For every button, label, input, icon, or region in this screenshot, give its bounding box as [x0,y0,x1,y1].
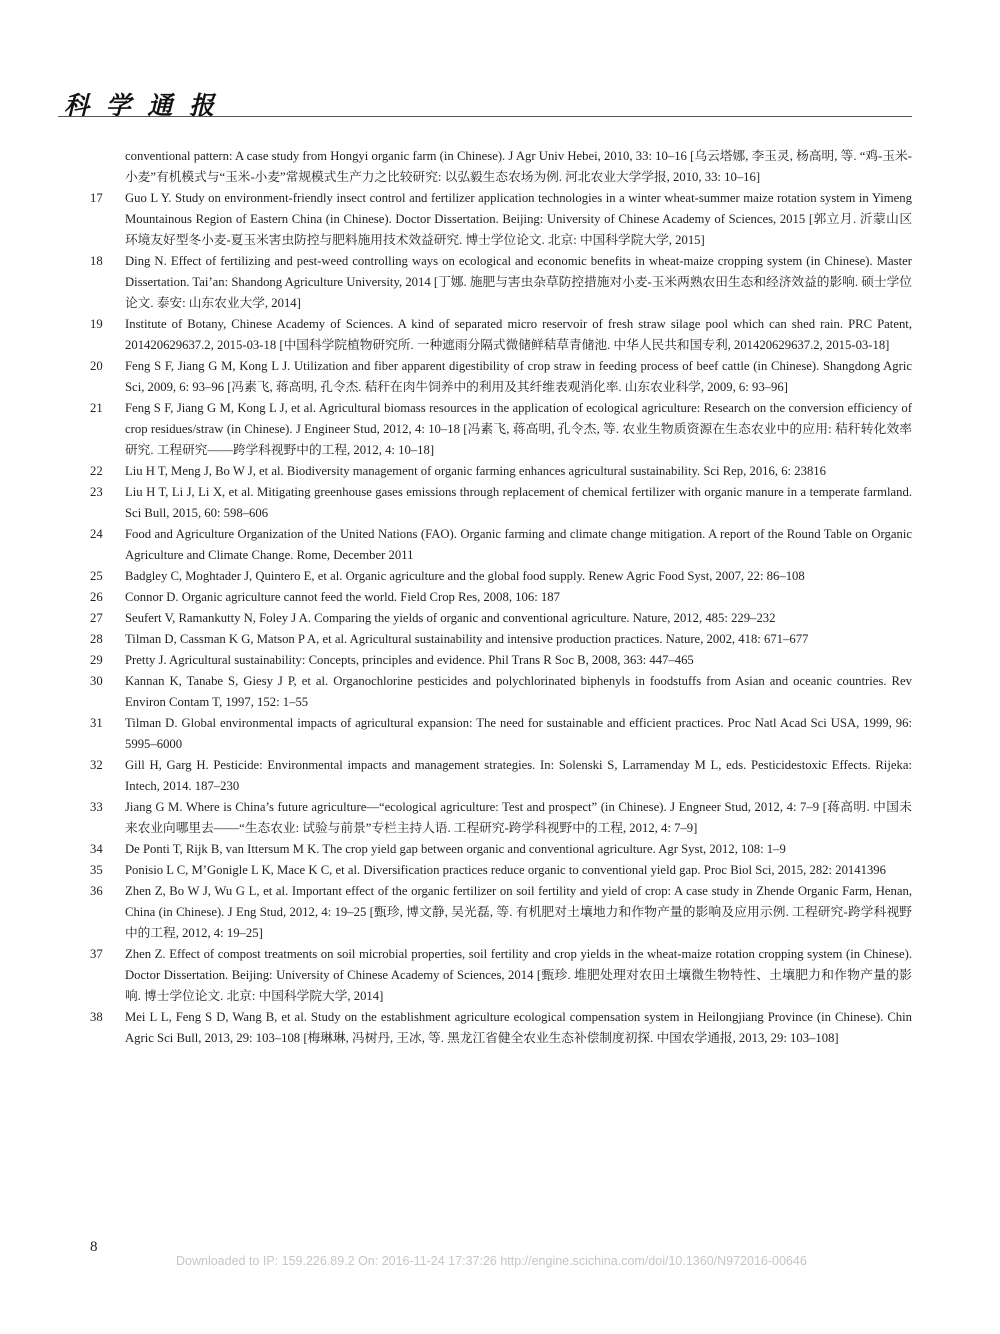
reference-text: Feng S F, Jiang G M, Kong L J. Utilization and fiber apparent digestibility of crop straw in feeding process of beef cattle (in Chinese). Shangdong Agric Sci, 2009, 6: 93–96 [冯素飞, 蒋高明, 孔令杰. 秸秆在肉牛饲养中的利用及其纤维表观消化率. 山东农业科学, 2009, 6: 93–96] [125,359,912,394]
reference-text: Tilman D, Cassman K G, Matson P A, et al. Agricultural sustainability and intensive production practices. Nature, 2002, 418: 671–677 [125,632,809,646]
reference-text: Tilman D. Global environmental impacts of agricultural expansion: The need for sustainable and efficient practices. Proc Natl Acad Sci USA, 1999, 96: 5995–6000 [125,716,912,751]
reference-item [84,839,912,860]
reference-text: Guo L Y. Study on environment-friendly insect control and fertilizer application technologies in a winter wheat-summer maize rotation system in Yimeng Mountainous Region of Eastern China (in Chinese). Doctor Dissertation. Beijing: University of Chinese Academy of Sciences, 2015 [郭立月. 沂蒙山区环境友好型冬小麦-夏玉米害虫防控与肥料施用技术效益研究. 博士学位论文. 北京: 中国科学院大学, 2015] [125,191,912,247]
reference-text: Kannan K, Tanabe S, Giesy J P, et al. Organochlorine pesticides and polychlorinated biphenyls in foodstuffs from Asian and oceanic countries. Rev Environ Contam T, 1997, 152: 1–55 [125,674,912,709]
reference-text: Badgley C, Moghtader J, Quintero E, et al. Organic agriculture and the global food supply. Renew Agric Food Syst, 2007, 22: 86–108 [125,569,805,583]
reference-number: 17 [90,191,103,205]
reference-item [84,566,912,587]
reference-number: 30 [90,674,103,688]
reference-text: conventional pattern: A case study from Hongyi organic farm (in Chinese). J Agr Univ Hebei, 2010, 33: 10–16 [乌云塔娜, 李玉灵, 杨高明, 等. “鸡-玉米-小麦”有机模式与“玉米-小麦”常规模式生产力之比较研究: 以弘毅生态农场为例. 河北农业大学学报, 2010, 33: 10–16] [125,149,912,184]
reference-text: Seufert V, Ramankutty N, Foley J A. Comparing the yields of organic and conventional agriculture. Nature, 2012, 485: 229–232 [125,611,776,625]
reference-text: De Ponti T, Rijk B, van Ittersum M K. The crop yield gap between organic and conventional agriculture. Agr Syst, 2012, 108: 1–9 [125,842,786,856]
reference-text: Liu H T, Li J, Li X, et al. Mitigating greenhouse gases emissions through replacement of chemical fertilizer with organic manure in a temperate farmland. Sci Bull, 2015, 60: 598–606 [125,485,912,520]
reference-text: Institute of Botany, Chinese Academy of Sciences. A kind of separated micro reservoir of fresh straw silage pool which can shed rain. PRC Patent, 201420629637.2, 2015-03-18 [中国科学院植物研究所. 一种遮雨分隔式微储鲜秸草青储池. 中华人民共和国专利, 201420629637.2, 2015-03-18] [125,317,912,352]
reference-item [84,944,912,1007]
reference-text: Mei L L, Feng S D, Wang B, et al. Study on the establishment agriculture ecological compensation system in Heilongjiang Province (in Chinese). Chin Agric Sci Bull, 2013, 29: 103–108 [梅琳琳, 冯树丹, 王冰, 等. 黑龙江省健全农业生态补偿制度初探. 中国农学通报, 2013, 29: 103–108] [125,1010,912,1045]
reference-item [84,881,912,944]
page-number: 8 [90,1239,98,1255]
reference-number: 25 [90,569,103,583]
reference-number: 31 [90,716,103,730]
reference-number: 29 [90,653,103,667]
reference-item [84,482,912,524]
header-rule [58,116,912,117]
reference-item [84,608,912,629]
reference-text: Ding N. Effect of fertilizing and pest-weed controlling ways on ecological and economic benefits in wheat-maize cropping system (in Chinese). Master Dissertation. Tai’an: Shandong Agriculture University, 2014 [丁娜. 施肥与害虫杂草防控措施对小麦-玉米两熟农田生态和经济效益的影响. 硕士学位论文. 泰安: 山东农业大学, 2014] [125,254,912,310]
reference-item [84,356,912,398]
reference-text: Connor D. Organic agriculture cannot feed the world. Field Crop Res, 2008, 106: 187 [125,590,560,604]
reference-item [84,314,912,356]
reference-text: Zhen Z, Bo W J, Wu G L, et al. Important effect of the organic fertilizer on soil fertility and yield of crop: A case study in Zhende Organic Farm, Henan, China (in Chinese). J Eng Stud, 2012, 4: 19–25 [甄珍, 博文静, 吴光磊, 等. 有机肥对土壤地力和作物产量的影响及应用示例. 工程研究-跨学科视野中的工程, 2012, 4: 19–25] [125,884,912,940]
reference-number: 34 [90,842,103,856]
reference-number: 33 [90,800,103,814]
reference-text: Zhen Z. Effect of compost treatments on soil microbial properties, soil fertility and crop yields in the wheat-maize rotation cropping system (in Chinese). Doctor Dissertation. Beijing: University of Chinese Academy of Sciences, 2014 [甄珍. 堆肥处理对农田土壤微生物特性、土壤肥力和作物产量的影响. 博士学位论文. 北京: 中国科学院大学, 2014] [125,947,912,1003]
reference-number: 20 [90,359,103,373]
reference-item [84,671,912,713]
reference-item [84,146,912,188]
reference-item [84,524,912,566]
reference-text: Pretty J. Agricultural sustainability: Concepts, principles and evidence. Phil Trans R Soc B, 2008, 363: 447–465 [125,653,694,667]
download-watermark: Downloaded to IP: 159.226.89.2 On: 2016-11-24 17:37:26 http://engine.scichina.com/doi/10.1360/N972016-00646 [176,1254,807,1268]
reference-text: Liu H T, Meng J, Bo W J, et al. Biodiversity management of organic farming enhances agricultural sustainability. Sci Rep, 2016, 6: 23816 [125,464,826,478]
reference-number: 22 [90,464,103,478]
reference-list [84,146,912,1049]
reference-number: 21 [90,401,103,415]
reference-item [84,251,912,314]
reference-item [84,755,912,797]
reference-item [84,713,912,755]
reference-number: 28 [90,632,103,646]
reference-number: 18 [90,254,103,268]
reference-number: 37 [90,947,103,961]
reference-text: Jiang G M. Where is China’s future agriculture—“ecological agriculture: Test and prospect” (in Chinese). J Engneer Stud, 2012, 4: 7–9 [蒋高明. 中国未来农业向哪里去——“生态农业: 试验与前景”专栏主持人语. 工程研究-跨学科视野中的工程, 2012, 4: 7–9] [125,800,912,835]
reference-number: 35 [90,863,103,877]
reference-text: Food and Agriculture Organization of the United Nations (FAO). Organic farming and climate change mitigation. A report of the Round Table on Organic Agriculture and Climate Change. Rome, December 2011 [125,527,912,562]
reference-number: 36 [90,884,103,898]
reference-item [84,398,912,461]
reference-number: 19 [90,317,103,331]
reference-item [84,629,912,650]
reference-item [84,797,912,839]
reference-number: 23 [90,485,103,499]
reference-number: 24 [90,527,103,541]
reference-item [84,587,912,608]
reference-text: Gill H, Garg H. Pesticide: Environmental impacts and management strategies. In: Solenski S, Larramenday M L, eds. Pesticidestoxic Effects. Rijeka: Intech, 2014. 187–230 [125,758,912,793]
reference-item [84,1007,912,1049]
reference-item [84,650,912,671]
reference-text: Ponisio L C, M’Gonigle L K, Mace K C, et al. Diversification practices reduce organic to conventional yield gap. Proc Biol Sci, 2015, 282: 20141396 [125,863,886,877]
reference-item [84,188,912,251]
reference-number: 32 [90,758,103,772]
reference-number: 27 [90,611,103,625]
reference-text: Feng S F, Jiang G M, Kong L J, et al. Agricultural biomass resources in the application of ecological agriculture: Research on the conversion efficiency of crop residues/straw (in Chinese). J Engineer Stud, 2012, 4: 10–18 [冯素飞, 蒋高明, 孔令杰, 等. 农业生物质资源在生态农业中的应用: 秸秆转化效率研究. 工程研究——跨学科视野中的工程, 2012, 4: 10–18] [125,401,912,457]
journal-title: 科 学 通 报 [64,91,219,120]
reference-number: 26 [90,590,103,604]
reference-number: 38 [90,1010,103,1024]
reference-item [84,860,912,881]
reference-item [84,461,912,482]
